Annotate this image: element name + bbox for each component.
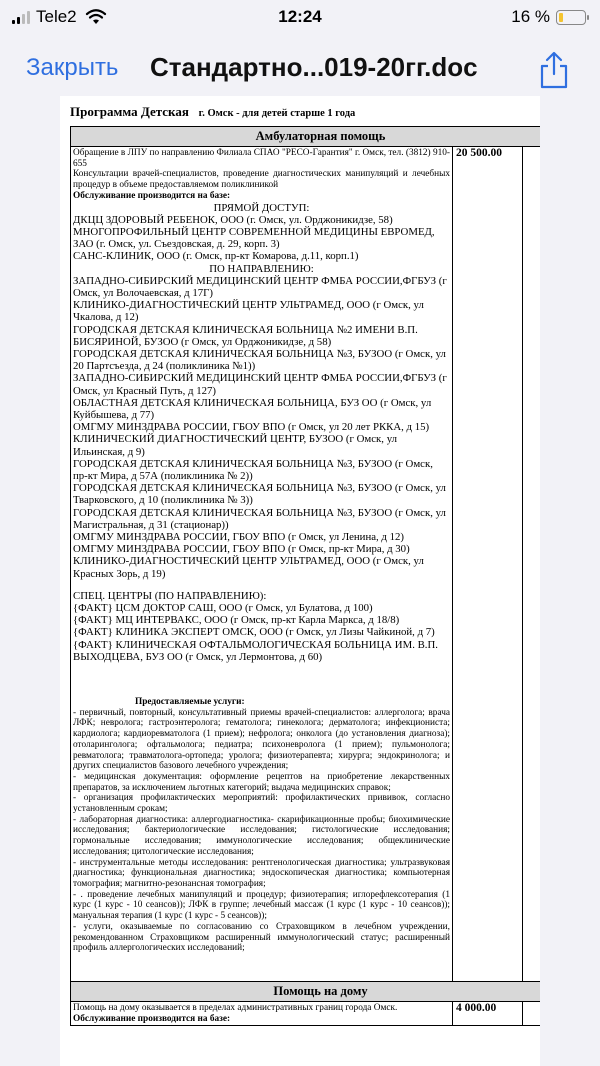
ambulatory-header: Амбулаторная помощь	[71, 127, 541, 147]
program-table	[70, 126, 540, 1026]
service-item: - услуги, оказываемые по согласованию со Страховщиком в лечебном учреждении, рекомендованном Страховщиком расширенный иммунологический статус; расширенный профиль аллергологических исследований;	[73, 921, 450, 954]
clock: 12:24	[278, 7, 322, 26]
document-nav-bar	[0, 40, 600, 96]
close-button[interactable]: Закрыть	[26, 54, 119, 81]
clinic-item: МНОГОПРОФИЛЬНЫЙ ЦЕНТР СОВРЕМЕННОЙ МЕДИЦИНЫ ЕВРОМЕД, ЗАО (г. Омск, ул. Съездовская, д. 29, корп. 3)	[73, 225, 435, 251]
clinic-item: ГОРОДСКАЯ ДЕТСКАЯ КЛИНИЧЕСКАЯ БОЛЬНИЦА №3, БУЗОО (г Омск, пр-кт Мира, д 57А (поликлиника № 2))	[73, 457, 433, 482]
carrier-name: Tele2	[36, 7, 77, 26]
clinic-item: ГОРОДСКАЯ ДЕТСКАЯ КЛИНИЧЕСКАЯ БОЛЬНИЦА №3, БУЗОО (г Омск, ул 20 Партсъезда, д 24 (поликлиника №1))	[73, 347, 446, 373]
referral-label: ПО НАПРАВЛЕНИЮ:	[209, 262, 314, 275]
clinic-item: ОМГМУ МИНЗДРАВА РОССИИ, ГБОУ ВПО (г Омск, ул 20 лет РККА, д 15)	[73, 421, 430, 434]
ambulatory-consult: Консультации врачей-специалистов, проведение диагностических манипуляций и лечебных процедур в объеме предоставляемом поликлиникой	[73, 169, 450, 191]
clinic-item: ГОРОДСКАЯ ДЕТСКАЯ КЛИНИЧЕСКАЯ БОЛЬНИЦА №3, БУЗОО (г Омск, ул Магистральная, д 31 (стационар))	[73, 506, 446, 531]
document-page[interactable]	[60, 96, 540, 1066]
share-icon[interactable]	[536, 50, 572, 90]
program-heading	[70, 104, 540, 126]
home-care-price: 4 000.00	[453, 1001, 523, 1025]
ambulatory-price: 20 500.00	[453, 147, 523, 982]
clinic-item: {ФАКТ} КЛИНИЧЕСКАЯ ОФТАЛЬМОЛОГИЧЕСКАЯ БОЛЬНИЦА ИМ. В.П. ВЫХОДЦЕВА, БУЗ ОО (г Омск, ул Лермонтова, д 60)	[73, 638, 438, 663]
battery-percent: 16 %	[511, 7, 550, 26]
home-care-intro: Помощь на дому оказывается в пределах административных границ города Омск.	[73, 1002, 398, 1013]
ambulatory-extra-cell	[523, 147, 541, 982]
ambulatory-base-label: Обслуживание производится на базе:	[73, 190, 231, 201]
status-bar	[0, 0, 600, 36]
clinic-item: {ФАКТ} МЦ ИНТЕРВАКС, ООО (г Омск, пр-кт Карла Маркса, д 18/8)	[73, 614, 400, 627]
referral-clinic-list	[73, 275, 450, 580]
clinic-item: КЛИНИКО-ДИАГНОСТИЧЕСКИЙ ЦЕНТР УЛЬТРАМЕД, ООО (г Омск, ул Чкалова, д 12)	[73, 299, 424, 324]
service-item: - инструментальные методы исследования: рентгенологическая диагностика; ультразвуковая диагностика; функциональная диагностика; эндоскопическая диагностика; компьютерная томография; магнитно-резонансная томография;	[73, 857, 450, 889]
ambulatory-row	[71, 147, 541, 982]
direct-clinic-list	[73, 214, 450, 263]
home-care-header: Помощь на дому	[71, 981, 541, 1001]
clinic-item: ЗАПАДНО-СИБИРСКИЙ МЕДИЦИНСКИЙ ЦЕНТР ФМБА РОССИИ,ФГБУЗ (г Омск, ул Волочаевская, д 17Г)	[73, 274, 447, 299]
document-content	[70, 96, 540, 1026]
ambulatory-header-row	[71, 127, 541, 147]
program-subtitle: г. Омск - для детей старше 1 года	[198, 108, 356, 119]
home-care-header-row	[71, 981, 541, 1001]
clinic-item: САНС-КЛИНИК, ООО (г. Омск, пр-кт Комарова, д.11, корп.1)	[73, 250, 359, 263]
clinic-item: КЛИНИЧЕСКИЙ ДИАГНОСТИЧЕСКИЙ ЦЕНТР, БУЗОО (г Омск, ул Ильинская, д 9)	[73, 433, 398, 458]
ambulatory-details	[71, 147, 453, 982]
clinic-item: ОБЛАСТНАЯ ДЕТСКАЯ КЛИНИЧЕСКАЯ БОЛЬНИЦА, БУЗ ОО (г Омск, ул Куйбышева, д 77)	[73, 396, 432, 421]
service-item: - лабораторная диагностика: аллергодиагностика- скарификационные пробы; биохимические исследования; бактериологические исследования; гистологические исследования; гормональные исследования; иммунологические исследования; общеклинические исследования; цитологические исследования;	[73, 814, 450, 857]
clinic-item: ДКЦЦ ЗДОРОВЫЙ РЕБЕНОК, ООО (г. Омск, ул. Орджоникидзе, 58)	[73, 213, 393, 226]
services-heading: Предоставляемые услуги:	[135, 697, 245, 708]
clinic-item: ЗАПАДНО-СИБИРСКИЙ МЕДИЦИНСКИЙ ЦЕНТР ФМБА РОССИИ,ФГБУЗ (г Омск, ул Красный Путь, д 127)	[73, 372, 447, 397]
battery-group	[511, 7, 586, 27]
service-item: - медицинская документация: оформление рецептов на приобретение лекарственных препаратов, за исключением льготных категорий; выдача медицинских справок;	[73, 771, 450, 793]
clinic-item: КЛИНИКО-ДИАГНОСТИЧЕСКИЙ ЦЕНТР УЛЬТРАМЕД, ООО (г Омск, ул Красных Зорь, д 19)	[73, 555, 424, 580]
spec-centers-label: СПЕЦ. ЦЕНТРЫ (ПО НАПРАВЛЕНИЮ):	[73, 589, 267, 602]
service-item: - первичный, повторный, консультативный приемы врачей-специалистов: аллерголога; врача ЛФК; невролога; гастроэнтеролога; гематолога; гинеколога; дерматолога; инфекциониста; кардиолога; кардиоревматолога (1 прием); нефролога; онколога (до установления диагноза); отоларинголога; офтальмолога; педиатра; психоневролога (1 прием); пульмонолога; ревматолога; травматолога-ортопеда; уролога; физиотерапевта; хирурга; эндокринолога; и других специалистов базового лечебного учреждения;	[73, 707, 450, 772]
service-item: - организация профилактических мероприятий: профилактических прививок, согласно установленным срокам;	[73, 793, 450, 815]
document-title: Стандартно...019-20гг.doc	[150, 52, 478, 82]
home-care-row	[71, 1001, 541, 1025]
clinic-item: ГОРОДСКАЯ ДЕТСКАЯ КЛИНИЧЕСКАЯ БОЛЬНИЦА №2 ИМЕНИ В.П. БИСЯРИНОЙ, БУЗОО (г Омск, ул Орджоникидзе, д 58)	[73, 323, 418, 348]
clinic-item: ОМГМУ МИНЗДРАВА РОССИИ, ГБОУ ВПО (г Омск, пр-кт Мира, д 30)	[73, 543, 410, 556]
services-list	[73, 708, 450, 954]
home-care-extra-cell	[523, 1001, 541, 1025]
program-title: Программа Детская	[70, 104, 189, 119]
home-care-base-label: Обслуживание производится на базе:	[73, 1013, 231, 1024]
ambulatory-intro: Обращение в ЛПУ по направлению Филиала СПАО "РЕСО-Гарантия" г. Омск, тел. (3812) 910-655	[73, 148, 450, 169]
direct-access-label: ПРЯМОЙ ДОСТУП:	[213, 201, 310, 214]
home-care-details	[71, 1001, 453, 1025]
clinic-item: {ФАКТ} КЛИНИКА ЭКСПЕРТ ОМСК, ООО (г Омск, ул Лизы Чайкиной, д 7)	[73, 626, 435, 639]
spec-clinic-list	[73, 602, 450, 663]
clinic-item: ОМГМУ МИНЗДРАВА РОССИИ, ГБОУ ВПО (г Омск, ул Ленина, д 12)	[73, 531, 404, 543]
battery-icon	[556, 10, 586, 25]
clinic-item: {ФАКТ} ЦСМ ДОКТОР САШ, ООО (г Омск, ул Булатова, д 100)	[73, 602, 373, 615]
clinic-item: ГОРОДСКАЯ ДЕТСКАЯ КЛИНИЧЕСКАЯ БОЛЬНИЦА №3, БУЗОО (г Омск, ул Тварковского, д 10 (поликлиника № 3))	[73, 482, 446, 507]
service-item: - . проведение лечебных манипуляций и процедур; физиотерапия; иглорефлексотерапия (1 курс (1 курс - 10 сеансов)); ЛФК в группе; лечебный массаж (1 курс (1 курс - 10 сеансов)); мануальная терапия (1 курс (1 курс - 5 сеансов));	[73, 889, 450, 922]
